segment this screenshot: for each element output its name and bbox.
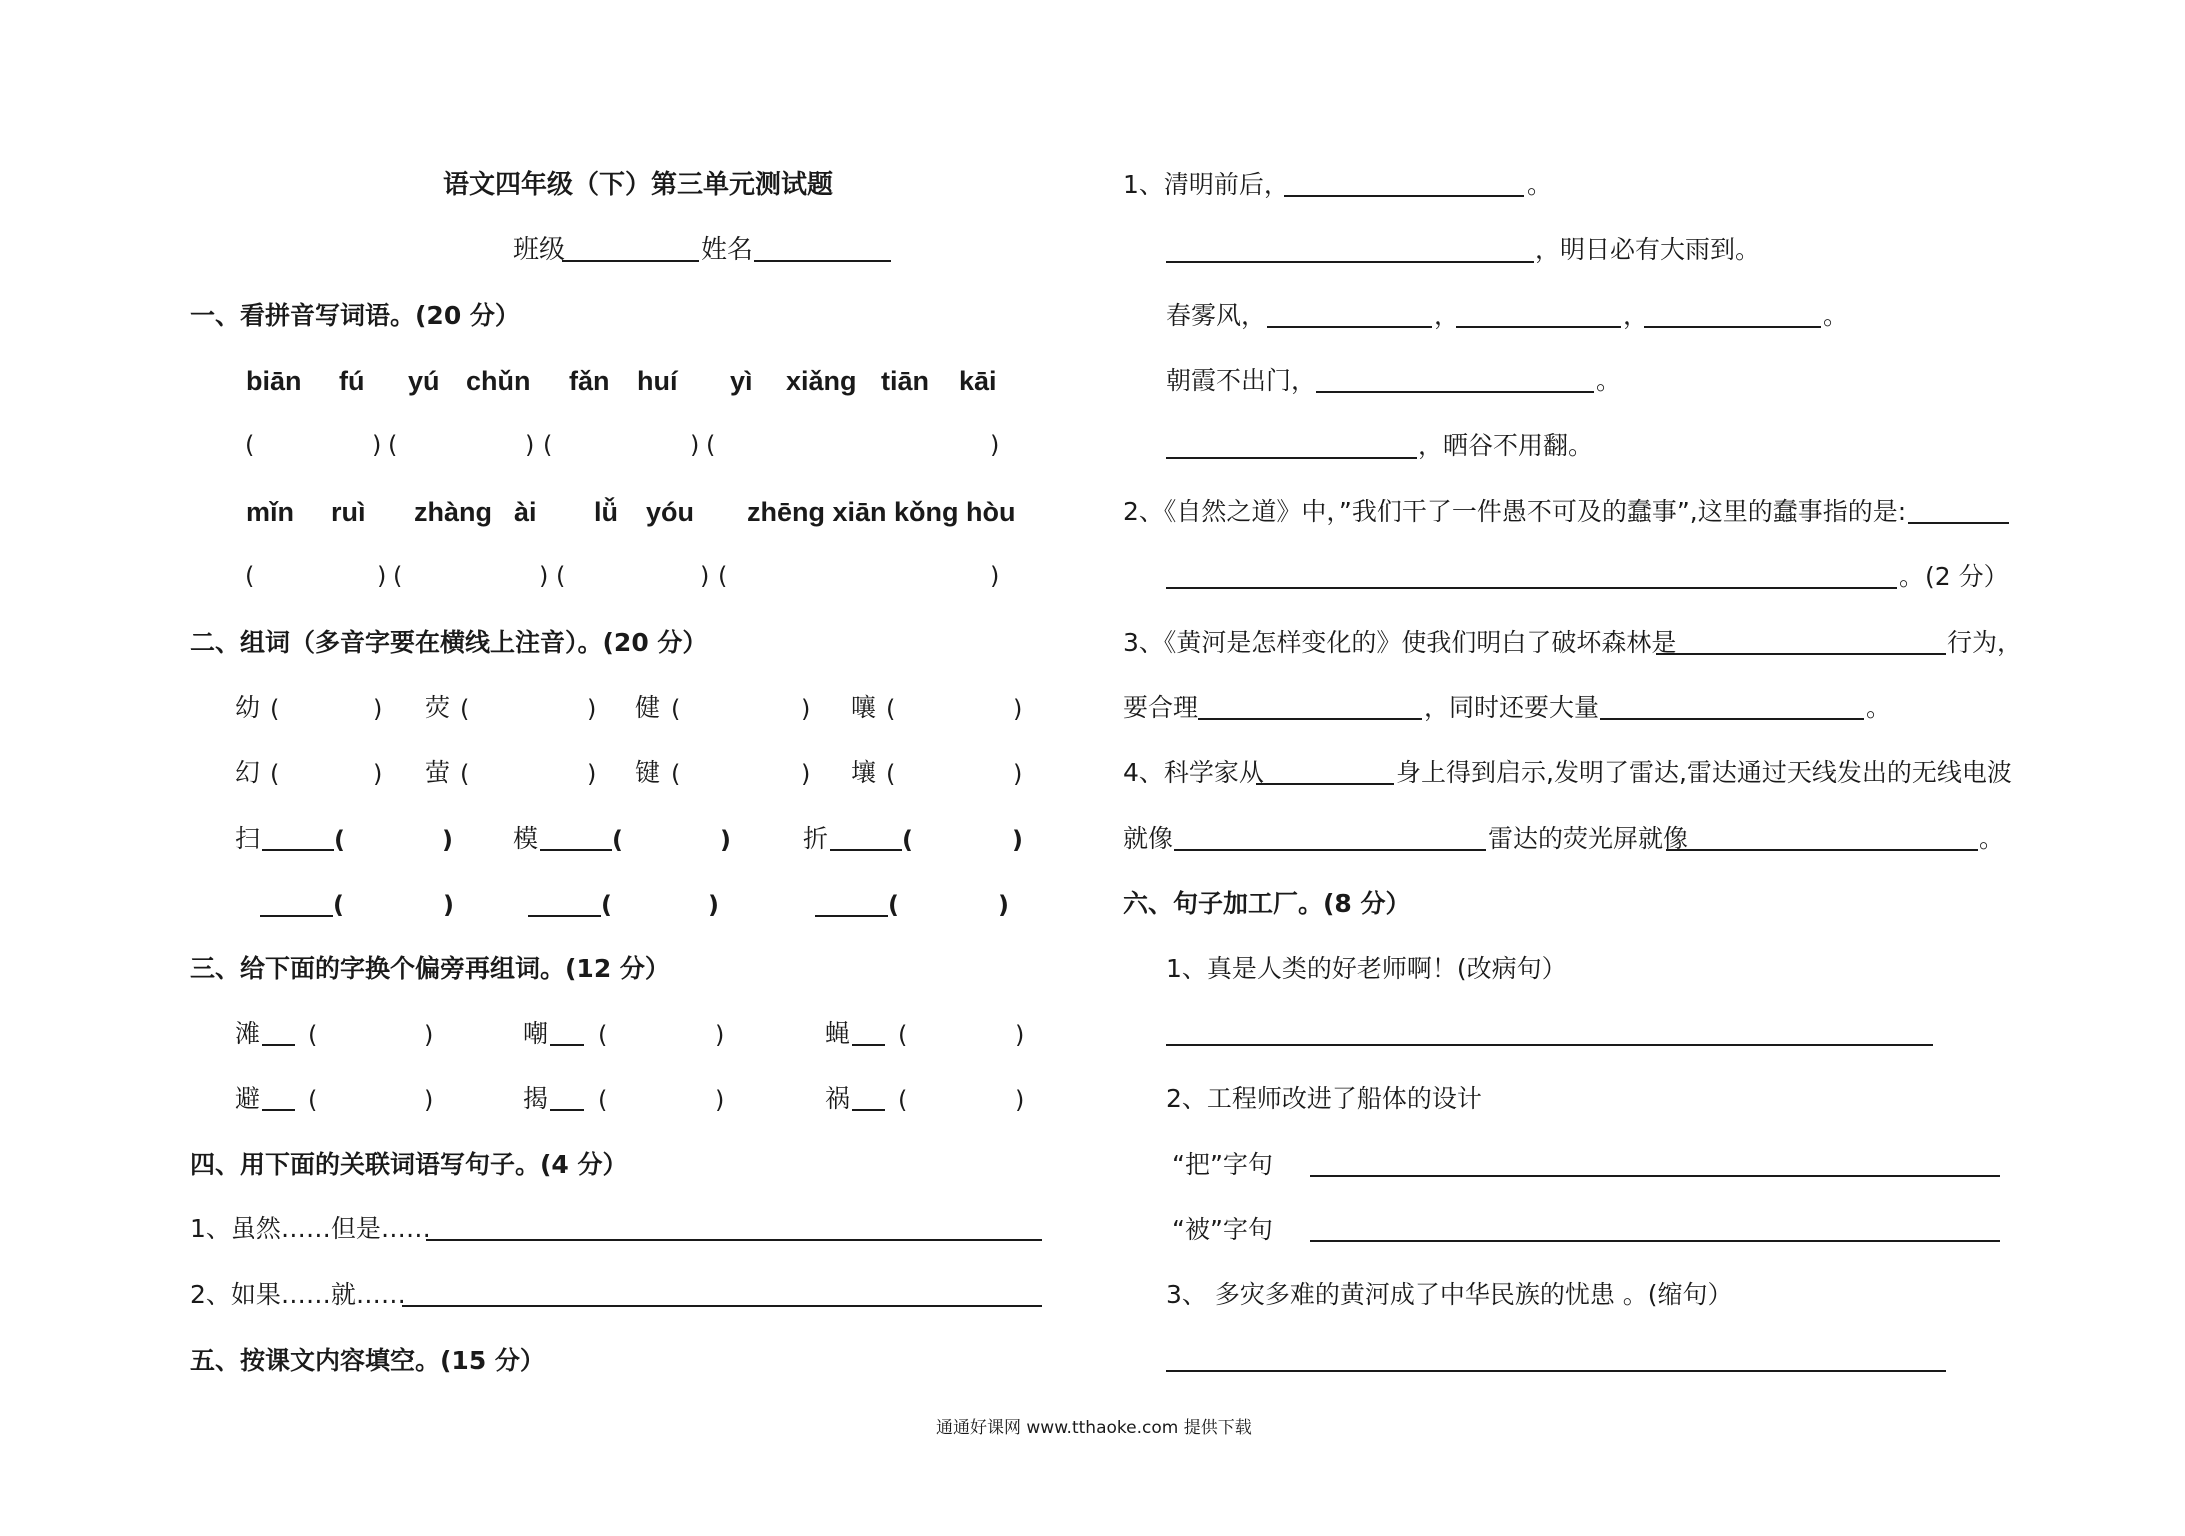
recite-q4-mid: 身上得到启示,发明了雷达,雷达通过天线发出的无线电波 [1396, 758, 2012, 787]
pinyin: fú [339, 366, 365, 396]
recite-q3-suffix: 行为， [1947, 628, 2023, 657]
punct: 。 [1866, 693, 1892, 722]
footer-text: 通通好课网 www.tthaoke.com 提供下载 [936, 1418, 1252, 1438]
char: 嚷 [851, 693, 877, 722]
pinyin: mǐn [246, 497, 295, 527]
recite-q3-line2: 要合理 [1123, 693, 1199, 722]
blank[interactable] [1256, 783, 1394, 785]
pinyin: ài [514, 497, 537, 527]
pinyin: ruì [331, 497, 366, 527]
blank[interactable] [262, 1044, 295, 1046]
punct: 。 [1899, 562, 1925, 591]
class-blank[interactable] [562, 260, 699, 262]
answer-line[interactable] [1310, 1175, 2000, 1177]
pinyin: xiǎng [786, 366, 857, 396]
recite-q1-line4: 朝霞不出门， [1166, 366, 1317, 395]
char: 避 [235, 1084, 261, 1113]
char: 模 [513, 824, 539, 853]
pinyin: fǎn [569, 366, 610, 396]
recite-q1-line5: ，晒谷不用翻。 [1418, 431, 1594, 460]
blank[interactable] [1316, 391, 1594, 393]
char: 幼 [235, 693, 261, 722]
blank[interactable] [1456, 326, 1621, 328]
blank[interactable] [1644, 326, 1821, 328]
answer-line[interactable] [1166, 1044, 1933, 1046]
blank[interactable] [550, 1109, 584, 1111]
char: 蝇 [825, 1019, 851, 1048]
blank[interactable] [262, 1109, 295, 1111]
punct: 。 [1979, 824, 2005, 853]
recite-q4-line2: 就像 [1123, 824, 1174, 853]
recite-q4: 4、科学家从 [1123, 758, 1264, 787]
recite-q4-line2-mid: 雷达的荧光屏就像 [1488, 824, 1689, 853]
blank[interactable] [262, 849, 334, 851]
blank[interactable] [1666, 849, 1978, 851]
blank[interactable] [540, 849, 612, 851]
punct: ， [1623, 301, 1649, 330]
blank[interactable] [260, 915, 333, 917]
bei-sentence-label: “被”字句 [1172, 1215, 1273, 1244]
sentence-q1: 1、真是人类的好老师啊！(改病句） [1166, 954, 1567, 983]
punct: 。 [1823, 301, 1849, 330]
blank[interactable] [1284, 195, 1524, 197]
pinyin: zhēng xiān kǒng hòu [747, 497, 1016, 527]
char: 壤 [851, 758, 877, 787]
answer-line[interactable] [1166, 1370, 1946, 1372]
char: 萤 [425, 758, 451, 787]
pinyin: chǔn [466, 366, 531, 396]
blank[interactable] [852, 1044, 885, 1046]
connective-1: 1、虽然……但是…… [190, 1214, 431, 1243]
blank[interactable] [1267, 326, 1432, 328]
ba-sentence-label: “把”字句 [1172, 1150, 1273, 1179]
recite-q1: 1、清明前后， [1123, 170, 1289, 199]
pinyin: zhàng [414, 497, 492, 527]
section-6-heading: 六、句子加工厂。(8 分） [1123, 889, 1411, 918]
recite-q1-line3: 春雾风， [1166, 301, 1267, 330]
connective-2: 2、如果……就…… [190, 1280, 406, 1309]
pinyin: yóu [646, 497, 695, 527]
char: 键 [635, 758, 661, 787]
pinyin: yú [408, 366, 440, 396]
class-label: 班级 [513, 235, 566, 265]
recite-q1-line2: ，明日必有大雨到。 [1535, 235, 1761, 264]
blank[interactable] [852, 1109, 885, 1111]
pinyin: tiān [881, 366, 930, 396]
section-1-heading: 一、看拼音写词语。(20 分） [190, 301, 520, 330]
blank[interactable] [1908, 522, 2009, 524]
blank[interactable] [528, 915, 601, 917]
blank[interactable] [1166, 261, 1534, 263]
answer-line[interactable] [402, 1305, 1042, 1307]
char: 嘲 [523, 1019, 549, 1048]
char: 滩 [235, 1019, 261, 1048]
recite-q3: 3、《黄河是怎样变化的》使我们明白了破坏森林是 [1123, 628, 1677, 657]
char: 揭 [523, 1084, 549, 1113]
char: 祸 [825, 1084, 851, 1113]
char: 幻 [235, 758, 261, 787]
name-label: 姓名 [701, 235, 754, 265]
pinyin: lǚ [594, 497, 618, 527]
sentence-q3: 3、 多灾多难的黄河成了中华民族的忧患 。(缩句） [1166, 1280, 1733, 1309]
char: 荧 [425, 693, 451, 722]
answer-line[interactable] [426, 1239, 1042, 1241]
answer-line[interactable] [1310, 1240, 2000, 1242]
blank[interactable] [550, 1044, 584, 1046]
punct: ， [1434, 301, 1460, 330]
blank[interactable] [1198, 718, 1422, 720]
blank[interactable] [1166, 457, 1417, 459]
section-2-heading: 二、组词（多音字要在横线上注音）。(20 分） [190, 628, 708, 657]
char: 健 [635, 693, 661, 722]
punct: 。 [1596, 366, 1622, 395]
char: 折 [803, 824, 829, 853]
section-5-heading: 五、按课文内容填空。(15 分） [190, 1346, 545, 1375]
recite-q2: 2、《自然之道》中，”我们干了一件愚不可及的蠢事”,这里的蠢事指的是: [1123, 497, 1907, 526]
page-title: 语文四年级（下）第三单元测试题 [443, 170, 834, 200]
blank[interactable] [1174, 849, 1486, 851]
blank[interactable] [815, 915, 888, 917]
section-4-heading: 四、用下面的关联词语写句子。(4 分） [190, 1150, 628, 1179]
pinyin: huí [637, 366, 678, 396]
pinyin: biān [246, 366, 302, 396]
name-blank[interactable] [754, 260, 891, 262]
char: 扫 [235, 824, 261, 853]
blank[interactable] [1656, 653, 1946, 655]
pinyin: kāi [959, 366, 997, 396]
recite-q3-line2-mid: ，同时还要大量 [1424, 693, 1600, 722]
blank[interactable] [830, 849, 902, 851]
blank[interactable] [1166, 587, 1897, 589]
sentence-q2: 2、工程师改进了船体的设计 [1166, 1084, 1482, 1113]
punct: 。 [1527, 170, 1553, 199]
recite-q2-score: (2 分） [1925, 562, 2009, 591]
pinyin: yì [730, 366, 753, 396]
blank[interactable] [1600, 718, 1864, 720]
section-3-heading: 三、给下面的字换个偏旁再组词。(12 分） [190, 954, 670, 983]
